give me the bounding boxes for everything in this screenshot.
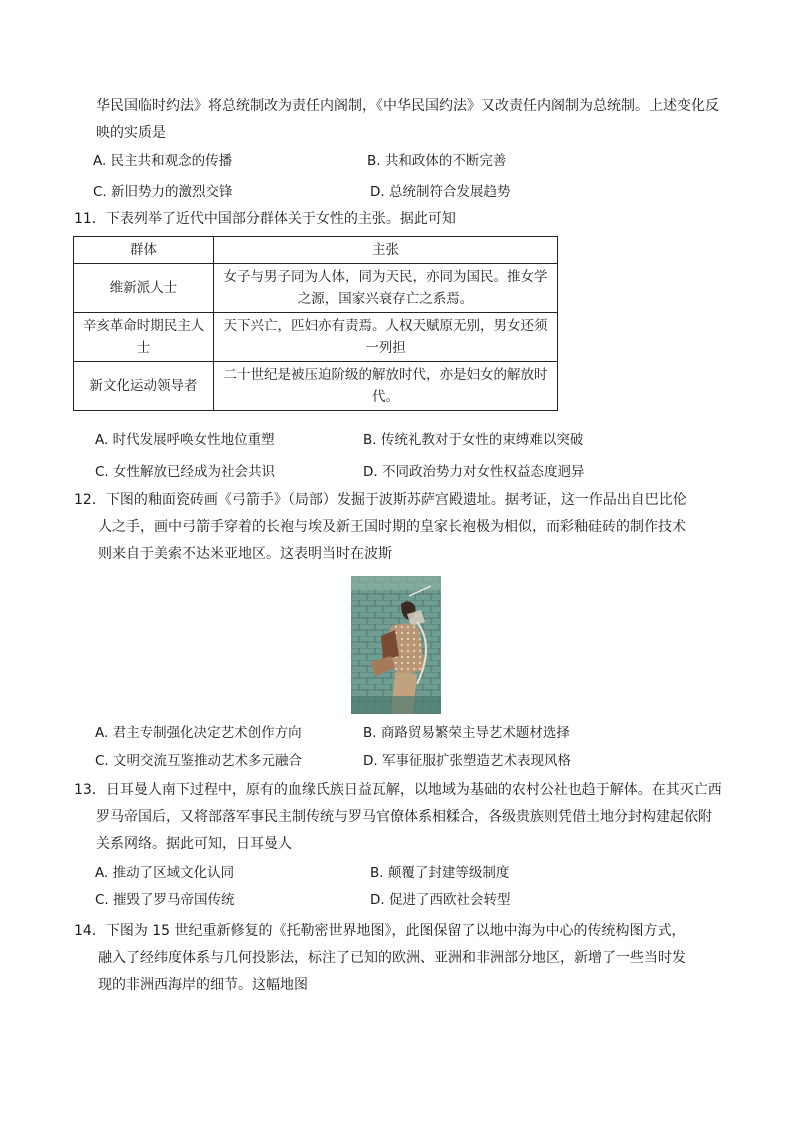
- q12-stem-line3: 则来自于美索不达米亚地区。这表明当时在波斯: [98, 546, 392, 562]
- q10-option-b[interactable]: B. 共和政体的不断完善: [367, 153, 507, 169]
- q13-option-d[interactable]: D. 促进了西欧社会转型: [370, 892, 511, 908]
- claim-line: 二十世纪是被压迫阶级的解放时代，亦是妇女的解放时: [223, 367, 548, 383]
- q14-stem-line3: 现的非洲西海岸的细节。这幅地图: [98, 977, 308, 993]
- table-cell-claim: [214, 313, 558, 362]
- q13-stem-line3: 关系网络。据此可知，日耳曼人: [96, 836, 292, 852]
- q10-stem-line1: 华民国临时约法》将总统制改为责任内阁制，《中华民国约法》又改责任内阁制为总统制。上述变化反: [96, 98, 719, 114]
- claim-line: 一列担: [365, 340, 406, 356]
- q12-option-d[interactable]: D. 军事征服扩张塑造艺术表现风格: [363, 753, 571, 769]
- q13-stem-line2: 罗马帝国后，又将部落军事民主制传统与罗马官僚体系相糅合，各级贵族则凭借土地分封构建起依附: [96, 809, 712, 825]
- q10-stem-line2: 映的实质是: [96, 125, 166, 141]
- table-header-claim: 主张: [214, 237, 558, 264]
- q10-option-c[interactable]: C. 新旧势力的激烈交锋: [93, 184, 233, 200]
- q11-option-b[interactable]: B. 传统礼教对于女性的束缚难以突破: [363, 432, 584, 448]
- q13-stem-line1: 13．日耳曼人南下过程中，原有的血缘氏族日益瓦解，以地域为基础的农村公社也趋于解体。在其灭亡西: [74, 782, 722, 798]
- archer-tile-illustration: [351, 576, 441, 714]
- group-line: 士: [136, 340, 151, 356]
- q14-stem-line1: 14．下图为 15 世纪重新修复的《托勒密世界地图》，此图保留了以地中海为中心的传统构图方式，: [74, 923, 686, 939]
- q14-stem-line2: 融入了经纬度体系与几何投影法，标注了已知的欧洲、亚洲和非洲部分地区，新增了一些当时发: [98, 950, 686, 966]
- claim-line: 之源，国家兴衰存亡之系焉。: [297, 291, 474, 307]
- table-cell-claim: [214, 264, 558, 313]
- claim-line: 女子与男子同为人体，同为天民，亦同为国民。推女学: [223, 269, 548, 285]
- q12-option-c[interactable]: C. 文明交流互鉴推动艺术多元融合: [95, 753, 303, 769]
- q10-option-a[interactable]: A. 民主共和观念的传播: [93, 153, 233, 169]
- table-row: [74, 264, 558, 313]
- q13-option-a[interactable]: A. 推动了区域文化认同: [95, 865, 235, 881]
- q11-option-c[interactable]: C. 女性解放已经成为社会共识: [95, 464, 276, 480]
- claim-line: 天下兴亡，匹妇亦有责焉。人权天赋原无别，男女还须: [223, 318, 548, 334]
- table-cell-claim: [214, 362, 558, 411]
- q11-table: [73, 236, 558, 411]
- group-line: 辛亥革命时期民主人: [82, 318, 205, 334]
- archer-glazed-tile-image: [351, 576, 441, 714]
- q11-option-a[interactable]: A. 时代发展呼唤女性地位重塑: [95, 432, 275, 448]
- table-header-group: 群体: [74, 237, 214, 264]
- table-row: [74, 362, 558, 411]
- q12-option-a[interactable]: A. 君主专制强化决定艺术创作方向: [95, 725, 302, 741]
- table-row: [74, 313, 558, 362]
- q13-option-c[interactable]: C. 摧毁了罗马帝国传统: [95, 892, 235, 908]
- q10-option-d[interactable]: D. 总统制符合发展趋势: [370, 184, 511, 200]
- q12-stem-line2: 人之手，画中弓箭手穿着的长袍与埃及新王国时期的皇家长袍极为相似，而彩釉硅砖的制作技术: [98, 519, 686, 535]
- q12-option-b[interactable]: B. 商路贸易繁荣主导艺术题材选择: [363, 725, 570, 741]
- q11-option-d[interactable]: D. 不同政治势力对女性权益态度迥异: [363, 464, 585, 480]
- q12-stem-line1: 12．下图的釉面瓷砖画《弓箭手》（局部）发掘于波斯苏萨宫殿遗址。据考证，这一作品出自巴比伦: [74, 492, 687, 508]
- table-cell-group: 新文化运动领导者: [74, 362, 214, 411]
- q11-stem: 11．下表列举了近代中国部分群体关于女性的主张。据此可知: [74, 211, 456, 227]
- table-header-row: [74, 237, 558, 264]
- claim-line: 代。: [372, 389, 399, 405]
- table-cell-group: [74, 313, 214, 362]
- table-cell-group: 维新派人士: [74, 264, 214, 313]
- q13-option-b[interactable]: B. 颠覆了封建等级制度: [370, 865, 510, 881]
